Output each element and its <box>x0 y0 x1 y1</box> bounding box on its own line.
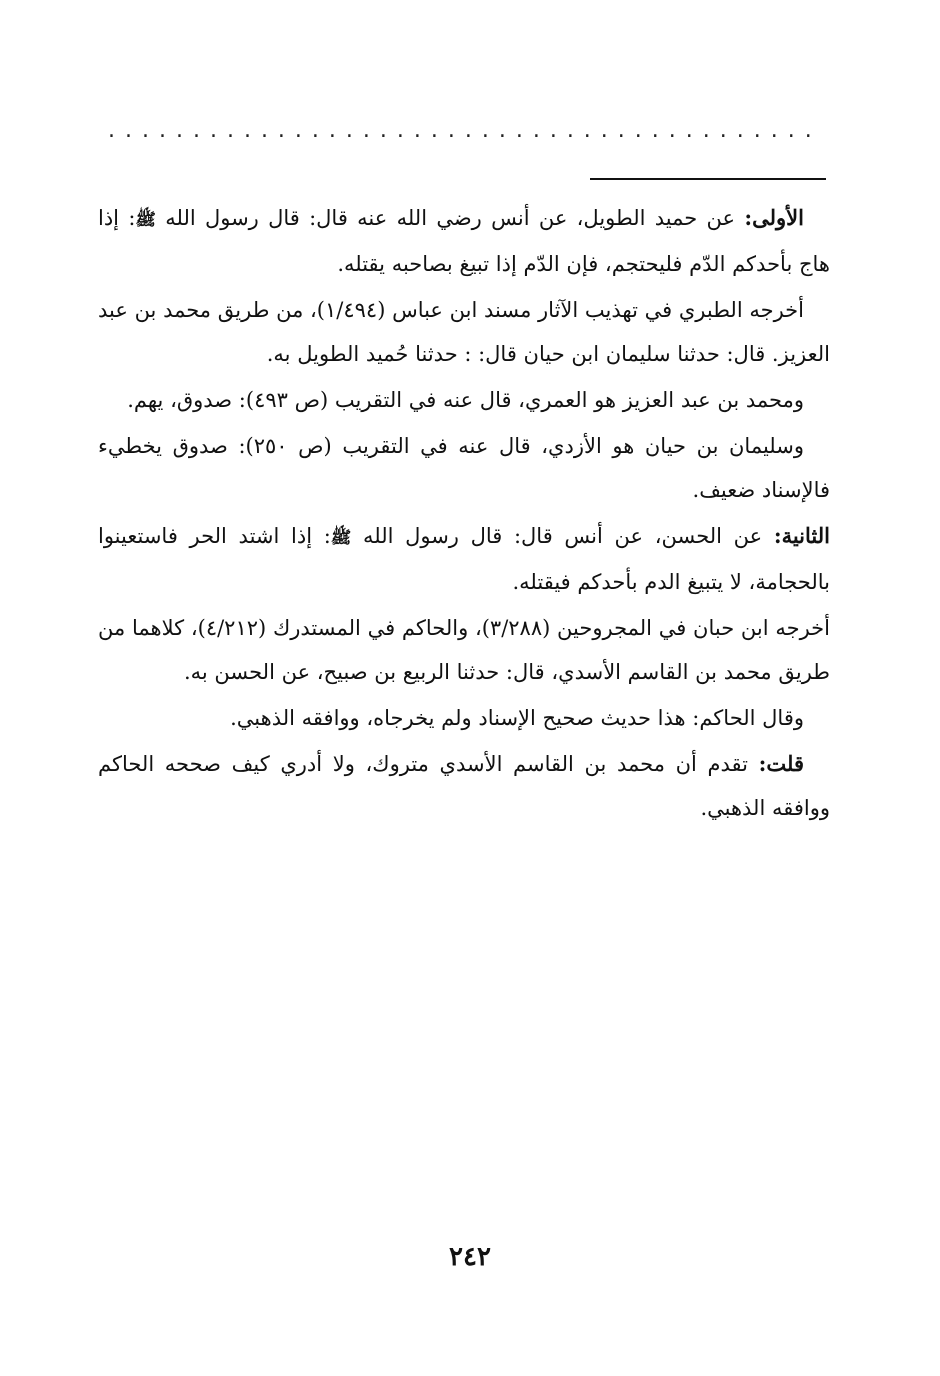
salawat-glyph: ﷺ <box>135 210 156 230</box>
paragraph-text: عن الحسن، عن أنس قال: قال رسول الله <box>351 524 774 548</box>
paragraph-takhrij-tabari: أخرجه الطبري في تهذيب الآثار مسند ابن عباس (١/٤٩٤)، من طريق محمد بن عبد العزيز. قال: حدثنا سليمان ابن حيان قال: : حدثنا حُميد الطويل به. <box>98 298 830 366</box>
paragraph-text: عن حميد الطويل، عن أنس رضي الله عنه قال: قال رسول الله <box>155 206 745 230</box>
footnote-rule <box>590 178 826 180</box>
paragraph-first-narration <box>98 196 830 286</box>
paragraph-narrator-azdi: وسليمان بن حيان هو الأزدي، قال عنه في التقريب (ص ٢٥٠): صدوق يخطيء فالإسناد ضعيف. <box>98 434 830 502</box>
page-body <box>98 196 830 832</box>
paragraph-lead: الثانية: <box>773 523 830 548</box>
paragraph-takhrij-ibn-hibban: أخرجه ابن حبان في المجروحين (٣/٢٨٨)، والحاكم في المستدرك (٤/٢١٢)، كلاهما من طريق محمد بن القاسم الأسدي، قال: حدثنا الربيع بن صبيح، عن الحسن به. <box>98 616 830 684</box>
paragraph-lead: الأولى: <box>744 205 804 230</box>
page-number: ٢٤٢ <box>449 1242 491 1272</box>
salawat-glyph: ﷺ <box>330 528 352 548</box>
paragraph-text: : إذا هاج بأحدكم الدّم فليحتجم، فإن الدّم إذا تبيغ بصاحبه يقتله. <box>98 206 830 276</box>
paragraph-text: : إذا اشتد الحر فاستعينوا بالحجامة، لا يتبيغ الدم بأحدكم فيقتله. <box>98 524 830 594</box>
paragraph-author-note <box>98 742 830 830</box>
paragraph-second-narration <box>98 514 830 604</box>
paragraph-hakim-statement: وقال الحاكم: هذا حديث صحيح الإسناد ولم يخرجاه، ووافقه الذهبي. <box>230 706 804 730</box>
paragraph-lead: قلت: <box>758 751 804 776</box>
paragraph-text: تقدم أن محمد بن القاسم الأسدي متروك، ولا أدري كيف صححه الحاكم ووافقه الذهبي. <box>98 752 830 820</box>
dotted-separator: .......................................... <box>108 118 822 143</box>
paragraph-narrator-umari: ومحمد بن عبد العزيز هو العمري، قال عنه في التقريب (ص ٤٩٣): صدوق، يهم. <box>127 388 804 412</box>
